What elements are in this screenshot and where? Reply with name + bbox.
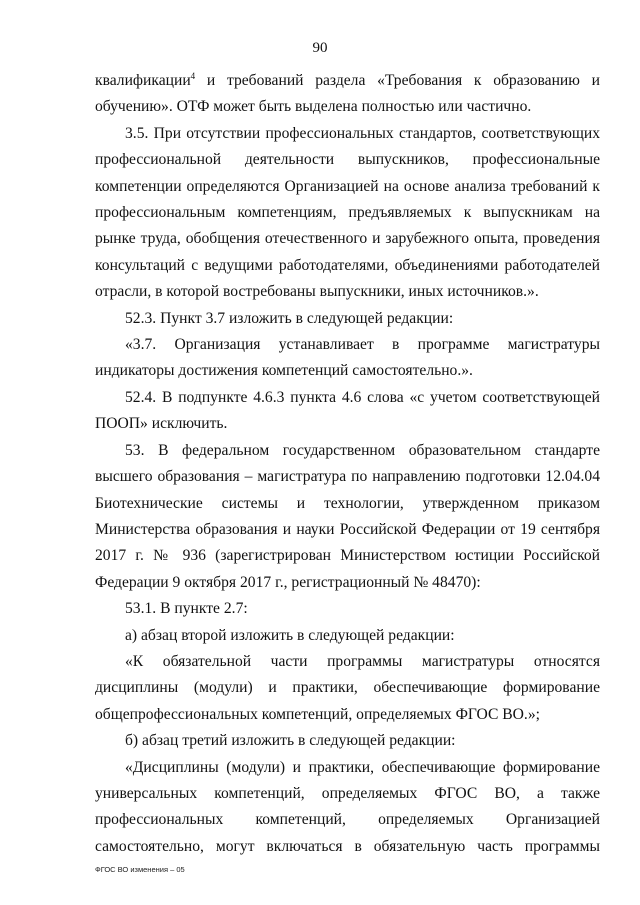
paragraph-quote-mandatory-part: «К обязательной части программы магистратуры относятся дисциплины (модули) и практики, обеспечивающие формирование общепрофессиональных компетенций, определяемых ФГОС ВО.»;	[95, 652, 600, 723]
paragraph-clause-3-7: «3.7. Организация устанавливает в программе магистратуры индикаторы достижения компетенций самостоятельно.».	[95, 336, 600, 380]
footnote-reference: 4	[190, 71, 196, 81]
paragraph-clause-3-5: 3.5. При отсутствии профессиональных стандартов, соответствующих профессиональной деятельности выпускников, профессиональные компетенции определяются Организацией на основе анализа требований к профессиональным компетенциям, предъявляемых к выпускникам на рынке труда, обобщения отечественного и зарубежного опыта, проведения консультаций с ведущими работодателями, объединениями работодателей отрасли, в которой востребованы выпускники, иных источников.».	[95, 124, 600, 301]
paragraph-item-52-3: 52.3. Пункт 3.7 изложить в следующей редакции:	[125, 309, 454, 327]
paragraph-continuation	[95, 68, 600, 121]
paragraph-item-53-1: 53.1. В пункте 2.7:	[125, 600, 248, 618]
paragraph-subitem-a: а) абзац второй изложить в следующей редакции:	[125, 626, 455, 644]
paragraph-text-end: и требований раздела «Требования к образованию и обучению». ОТФ может быть выделена полностью или частично.	[95, 72, 600, 116]
document-body	[95, 68, 600, 860]
paragraph-quote-disciplines: «Дисциплины (модули) и практики, обеспечивающие формирование универсальных компетенций, определяемых ФГОС ВО, а также профессиональных компетенций, определяемых Организацией самостоятельно, могут включаться в обязательную часть программы	[95, 758, 600, 855]
paragraph-text-start: квалификации	[95, 72, 191, 89]
page-footer: ФГОС ВО изменения – 05	[95, 865, 185, 874]
paragraph-item-52-4: 52.4. В подпункте 4.6.3 пункта 4.6 слова «с учетом соответствующей ПООП» исключить.	[95, 388, 600, 433]
paragraph-item-53: 53. В федеральном государственном образовательном стандарте высшего образования – магистратура по направлению подготовки 12.04.04 Биотехнические системы и технологии, утвержденном приказом Министерства образования и науки Российской Федерации от 19 сентября 2017 г. № 936 (зарегистрирован Министерством юстиции Российской Федерации 9 октября 2017 г., регистрационный № 48470):	[95, 441, 600, 591]
paragraph-subitem-b: б) абзац третий изложить в следующей редакции:	[125, 732, 456, 750]
page-number: 90	[312, 40, 328, 56]
